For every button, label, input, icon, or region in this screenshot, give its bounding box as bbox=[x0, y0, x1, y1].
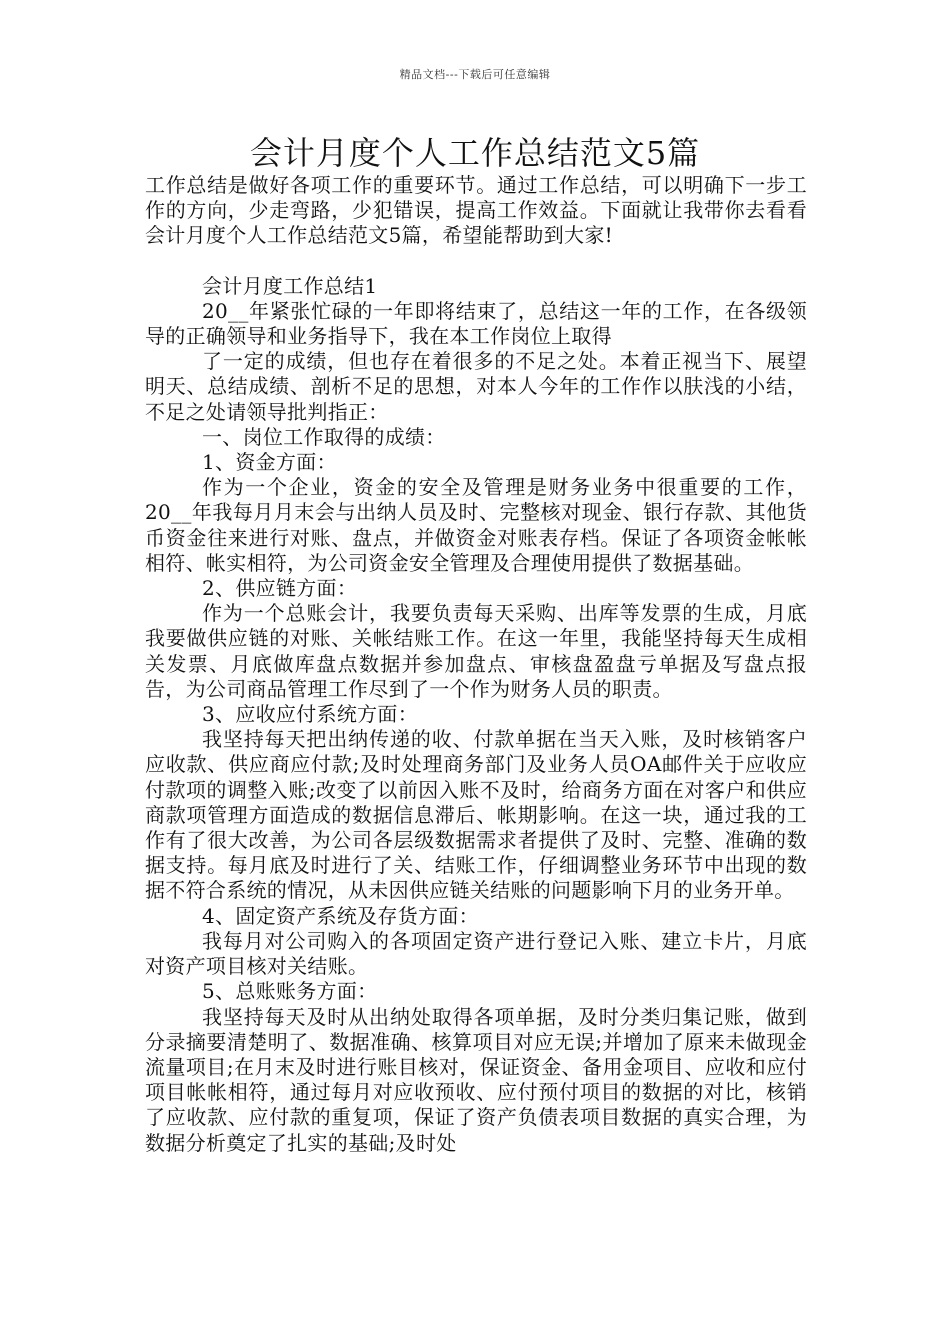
paragraph: 作为一个总账会计，我要负责每天采购、出库等发票的生成，月底我要做供应链的对账、关帐结账工作。在这一年里，我能坚持每天生成相关发票、月底做库盘点数据并参加盘点、审核盘盈盘亏单据及写盘点报告，为公司商品管理工作尽到了一个作为财务人员的职责。 bbox=[145, 601, 807, 701]
paragraph: 我坚持每天及时从出纳处取得各项单据，及时分类归集记账，做到分录摘要清楚明了、数据准确、核算项目对应无误;并增加了原来未做现金流量项目;在月末及时进行账目核对，保证资金、备用金项目、应收和应付项目帐帐相符，通过每月对应收预收、应付预付项目的数据的对比，核销了应收款、应付款的重复项，保证了资产负债表项目数据的真实合理，为数据分析奠定了扎实的基础;及时处 bbox=[145, 1004, 807, 1155]
subsection-heading: 4、固定资产系统及存货方面： bbox=[202, 903, 479, 928]
subsection-heading: 3、应收应付系统方面： bbox=[202, 702, 419, 727]
paragraph: 作为一个企业，资金的安全及管理是财务业务中很重要的工作，20__年我每月月末会与出纳人员及时、完整核对现金、银行存款、其他货币资金往来进行对账、盘点，并做资金对账表存档。保证了各项资金帐帐相符、帐实相符，为公司资金安全管理及合理使用提供了数据基础。 bbox=[145, 475, 807, 575]
subsection-heading: 2、供应链方面： bbox=[202, 576, 358, 601]
intro-paragraph: 工作总结是做好各项工作的重要环节。通过工作总结，可以明确下一步工作的方向，少走弯路，少犯错误，提高工作效益。下面就让我带你去看看会计月度个人工作总结范文5篇，希望能帮助到大家! bbox=[145, 173, 807, 248]
section-heading: 一、岗位工作取得的成绩： bbox=[202, 424, 446, 449]
document-body bbox=[145, 173, 807, 1156]
subsection-heading: 1、资金方面： bbox=[202, 450, 337, 475]
subsection-heading: 5、总账账务方面： bbox=[202, 979, 378, 1004]
paragraph: 我坚持每天把出纳传递的收、付款单据在当天入账，及时核销客户应收款、供应商应付款;及时处理商务部门及业务人员OA邮件关于应收应付款项的调整入账;改变了以前因入账不及时，给商务方面在对客户和供应商款项管理方面造成的数据信息滞后、帐期影响。在这一块，通过我的工作有了很大改善，为公司各层级数据需求者提供了及时、完整、准确的数据支持。每月底及时进行了关、结账工作，仔细调整业务环节中出现的数据不符合系统的情况，从未因供应链关结账的问题影响下月的业务开单。 bbox=[145, 727, 807, 903]
paragraph: 我每月对公司购入的各项固定资产进行登记入账、建立卡片，月底对资产项目核对关结账。 bbox=[145, 928, 807, 979]
section-heading: 会计月度工作总结1 bbox=[202, 273, 378, 298]
blank-line bbox=[145, 249, 807, 274]
paragraph: 20__年紧张忙碌的一年即将结束了，总结这一年的工作，在各级领导的正确领导和业务指导下，我在本工作岗位上取得 bbox=[145, 298, 807, 349]
header-note: 精品文档---下载后可任意编辑 bbox=[399, 68, 551, 81]
document-title: 会计月度个人工作总结范文5篇 bbox=[249, 134, 701, 172]
paragraph: 了一定的成绩，但也存在着很多的不足之处。本着正视当下、展望明天、总结成绩、剖析不足的思想，对本人今年的工作作以肤浅的小结，不足之处请领导批判指正： bbox=[145, 349, 807, 424]
